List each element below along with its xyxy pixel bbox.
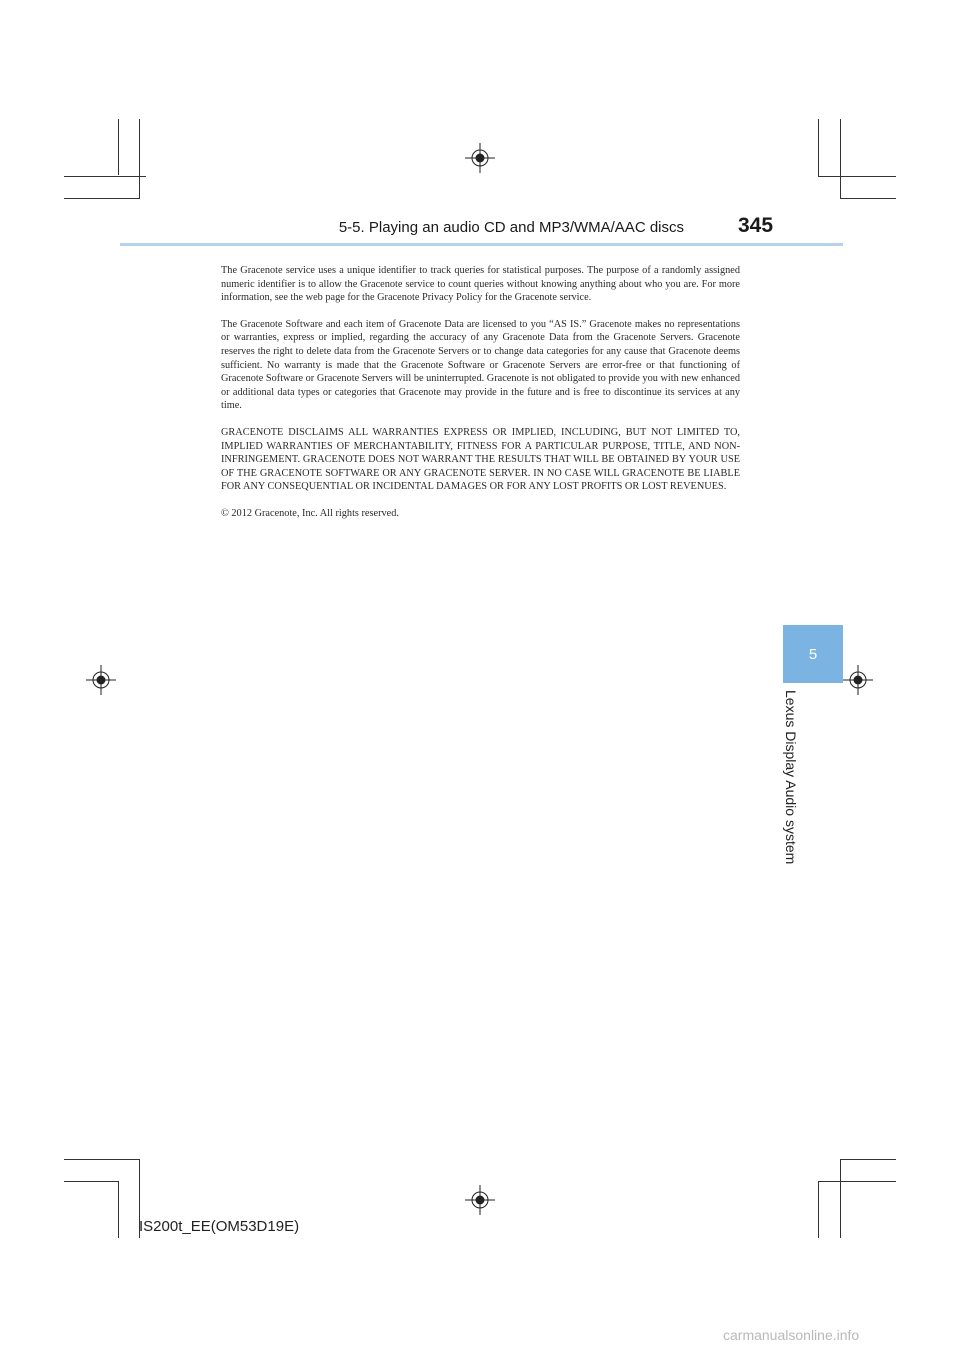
crop-mark	[64, 176, 146, 177]
chapter-tab	[783, 625, 843, 683]
crop-mark	[118, 119, 119, 175]
chapter-label	[783, 690, 813, 870]
paragraph: The Gracenote Software and each item of Gracenote Data are licensed to you “AS IS.” Gracenote makes no representations or warranties, express or implied, regarding the accuracy of any Gracenote Data from the Gracenote Servers. Gracenote reserves the right to delete data from the Gracenote Servers or to change data categories for any cause that Gracenote deems sufficient. No warranty is made that the Gracenote Software or Gracenote Servers are error-free or that functioning of Gracenote Software or Gracenote Servers will be uninterrupted. Gracenote is not obligated to provide you with new enhanced or additional data types or categories that Gracenote may provide in the future and is free to discontinue its services at any time.	[221, 318, 740, 412]
chapter-number: 5	[808, 645, 818, 663]
paragraph: GRACENOTE DISCLAIMS ALL WARRANTIES EXPRESS OR IMPLIED, INCLUDING, BUT NOT LIMITED TO, IMPLIED WARRANTIES OF MERCHANTABILITY, FITNESS FOR A PARTICULAR PURPOSE, TITLE, AND NON-INFRINGEMENT. GRACENOTE DOES NOT WARRANT THE RESULTS THAT WILL BE OBTAINED BY YOUR USE OF THE GRACENOTE SOFTWARE OR ANY GRACENOTE SERVER. IN NO CASE WILL GRACENOTE BE LIABLE FOR ANY CONSEQUENTIAL OR INCIDENTAL DAMAGES OR FOR ANY LOST PROFITS OR LOST REVENUES.	[221, 426, 740, 493]
registration-mark-icon	[843, 665, 873, 695]
paragraph: The Gracenote service uses a unique identifier to track queries for statistical purposes. The purpose of a randomly assigned numeric identifier is to allow the Gracenote service to count queries without knowing anything about who you are. For more information, see the web page for the Gracenote Privacy Policy for the Gracenote service.	[221, 265, 740, 304]
registration-mark-icon	[465, 143, 495, 173]
crop-mark	[840, 1159, 896, 1160]
crop-mark	[840, 119, 841, 199]
header-divider	[120, 243, 843, 246]
crop-mark	[64, 198, 140, 199]
registration-mark-icon	[465, 1185, 495, 1215]
crop-mark	[64, 1181, 119, 1182]
crop-mark	[64, 1159, 140, 1160]
crop-mark	[818, 119, 819, 176]
section-title: 5-5. Playing an audio CD and MP3/WMA/AAC discs	[338, 219, 684, 236]
crop-mark	[818, 1181, 819, 1238]
body-text	[221, 264, 740, 534]
crop-mark	[840, 1159, 841, 1238]
copyright-line: © 2012 Gracenote, Inc. All rights reserved.	[221, 507, 399, 519]
registration-mark-icon	[86, 665, 116, 695]
crop-mark	[840, 198, 896, 199]
crop-mark	[818, 176, 896, 177]
document-code: IS200t_EE(OM53D19E)	[139, 1218, 300, 1235]
crop-mark	[818, 1181, 896, 1182]
crop-mark	[118, 1181, 119, 1238]
chapter-label-text: Lexus Display Audio system	[783, 690, 799, 865]
watermark: carmanualsonline.info	[723, 1327, 860, 1343]
crop-mark	[139, 119, 140, 199]
page-number: 345	[738, 214, 774, 237]
